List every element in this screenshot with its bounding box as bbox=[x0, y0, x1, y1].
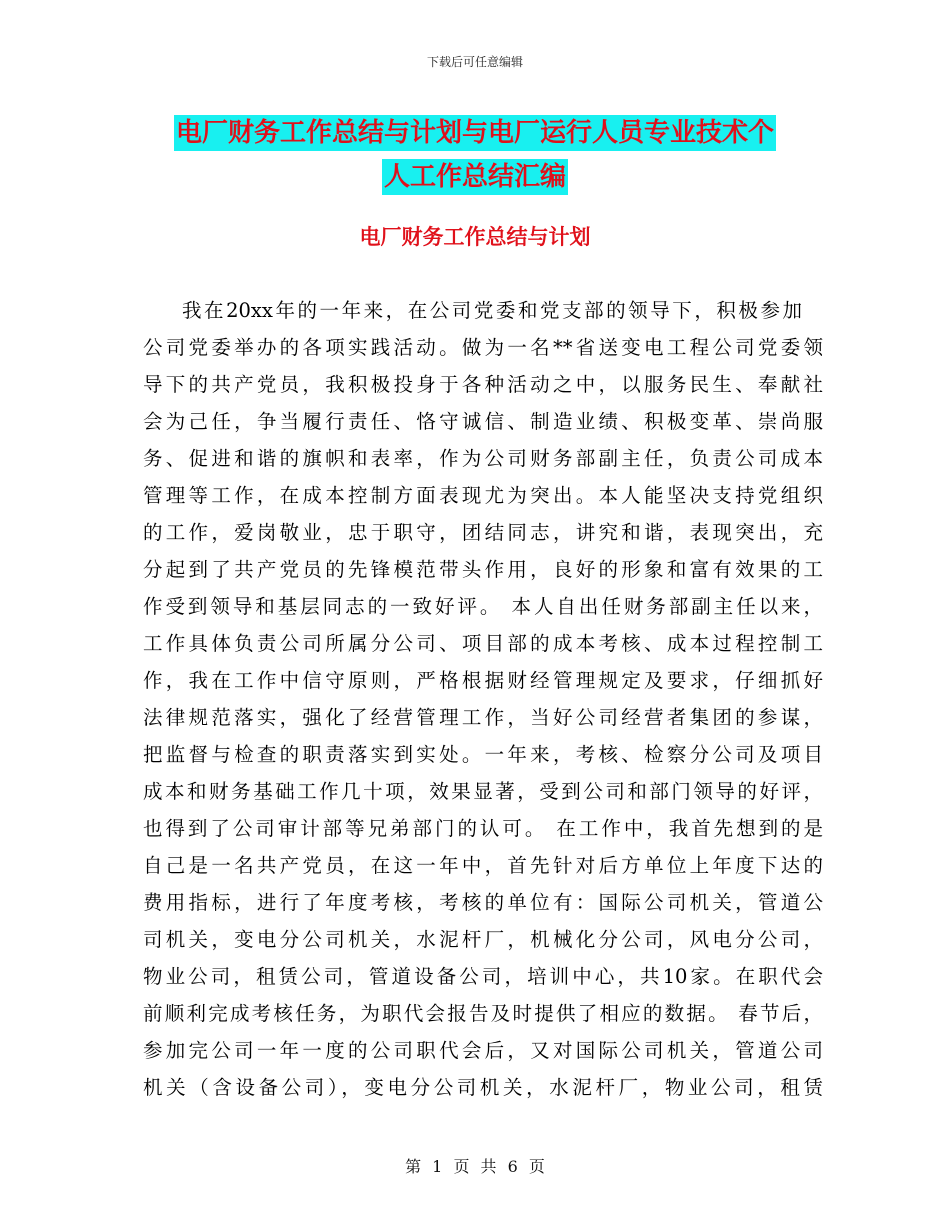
body-line: 的工作，爱岗敬业，忠于职守，团结同志，讲究和谐，表现突出，充 bbox=[143, 521, 823, 544]
body-line: 自己是一名共产党员，在这一年中，首先针对后方单位上年度下达的 bbox=[143, 854, 823, 877]
body-line: 物业公司，租赁公司，管道设备公司，培训中心，共10家。在职代会 bbox=[143, 965, 823, 988]
body-line: 务、促进和谐的旗帜和表率，作为公司财务部副主任，负责公司成本 bbox=[143, 447, 823, 470]
body-line: 司机关，变电分公司机关，水泥杆厂，机械化分公司，风电分公司， bbox=[143, 928, 823, 951]
document-title-line-2 bbox=[0, 156, 950, 193]
body-line: 作，我在工作中信守原则，严格根据财经管理规定及要求，仔细抓好 bbox=[143, 669, 823, 692]
document-title-text-2: 人工作总结汇编 bbox=[382, 159, 568, 195]
body-line: 机关（含设备公司），变电分公司机关，水泥杆厂，物业公司，租赁 bbox=[143, 1076, 823, 1099]
body-line: 前顺利完成考核任务，为职代会报告及时提供了相应的数据。 春节后， bbox=[143, 1002, 823, 1025]
document-title-text-1: 电厂财务工作总结与计划与电厂运行人员专业技术个 bbox=[174, 115, 776, 151]
document-title-line-1 bbox=[0, 112, 950, 149]
body-line: 费用指标，进行了年度考核，考核的单位有：国际公司机关，管道公 bbox=[143, 891, 823, 914]
body-line: 导下的共产党员，我积极投身于各种活动之中，以服务民生、奉献社 bbox=[143, 373, 823, 396]
body-line: 管理等工作，在成本控制方面表现尤为突出。本人能坚决支持党组织 bbox=[143, 484, 823, 507]
body-line: 参加完公司一年一度的公司职代会后，又对国际公司机关，管道公司 bbox=[143, 1039, 823, 1062]
body-line: 我在20xx年的一年来，在公司党委和党支部的领导下，积极参加 bbox=[182, 299, 802, 322]
body-line: 会为己任，争当履行责任、恪守诚信、制造业绩、积极变革、崇尚服 bbox=[143, 410, 823, 433]
body-line: 法律规范落实，强化了经营管理工作，当好公司经营者集团的参谋， bbox=[143, 706, 823, 729]
page-header: 下载后可任意编辑 bbox=[426, 55, 523, 69]
body-line: 也得到了公司审计部等兄弟部门的认可。 在工作中，我首先想到的是 bbox=[143, 817, 823, 840]
body-line: 分起到了共产党员的先锋模范带头作用，良好的形象和富有效果的工 bbox=[143, 558, 823, 581]
section-title: 电厂财务工作总结与计划 bbox=[359, 225, 591, 249]
body-line: 工作具体负责公司所属分公司、项目部的成本考核、成本过程控制工 bbox=[143, 632, 823, 655]
body-line: 把监督与检查的职责落实到实处。一年来，考核、检察分公司及项目 bbox=[143, 743, 823, 766]
body-line: 公司党委举办的各项实践活动。做为一名**省送变电工程公司党委领 bbox=[143, 336, 823, 359]
body-line: 成本和财务基础工作几十项，效果显著，受到公司和部门领导的好评， bbox=[143, 780, 823, 803]
page-footer: 第 1 页 共 6 页 bbox=[405, 1157, 545, 1176]
body-line: 作受到领导和基层同志的一致好评。 本人自出任财务部副主任以来， bbox=[143, 595, 823, 618]
